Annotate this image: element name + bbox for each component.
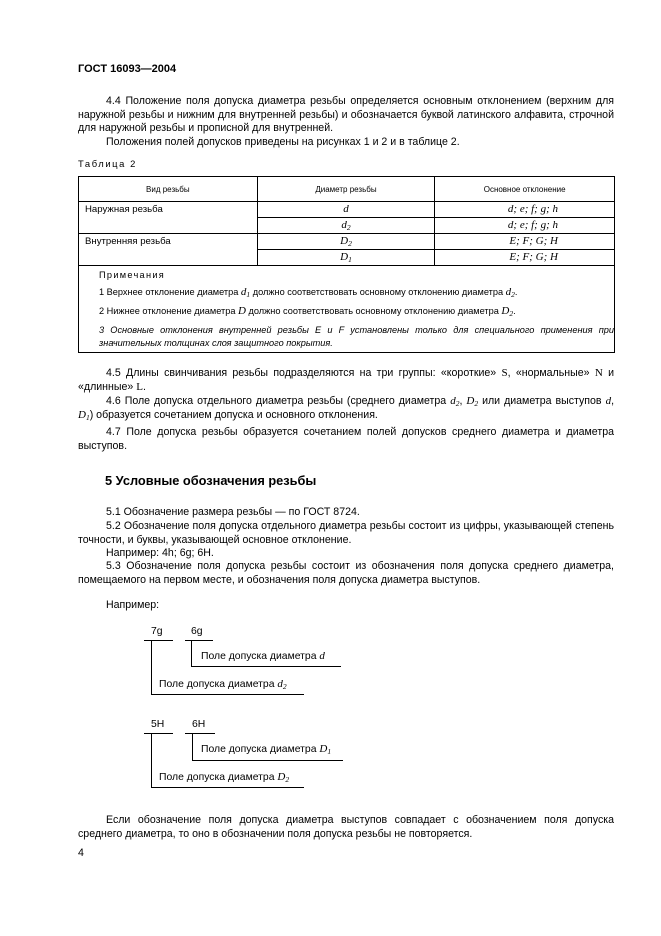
diagram1-label-top — [201, 650, 325, 664]
note-1-var-a-base: d — [240, 286, 247, 298]
note-2-var-b-base: D — [501, 305, 510, 317]
table-notes — [79, 266, 615, 353]
var-d: d — [605, 395, 612, 407]
diagram1-left-underline — [144, 640, 173, 641]
diagram2-label-bottom-text: Поле допуска диаметра — [159, 772, 278, 783]
note-1-var-b — [506, 286, 515, 298]
note-1: 1 Верхнее отклонение диаметра $d_1$ должно соответствовать основному отклонению диаметра $d_2$. — [99, 286, 518, 299]
diagram1-right-code: 6g — [191, 626, 203, 637]
var-D2-sub: 2 — [474, 399, 479, 408]
paragraph-4-5-b: , «нормальные» — [507, 367, 595, 379]
paragraph-5-3: 5.3 Обозначение поля допуска резьбы состоит из обозначения поля допуска среднего диаметра, помещаемого на первом месте, и обозначения поля допуска диаметра выступов. — [78, 560, 614, 586]
cell-deviation: E; F; G; H — [435, 234, 615, 250]
note-2-var-b-sub: 2 — [509, 309, 514, 318]
header-thread-diameter: Диаметр резьбы — [257, 177, 435, 202]
diagram2-label-bottom-var — [277, 771, 289, 783]
var-D2 — [466, 395, 478, 407]
paragraph-5-2: 5.2 Обозначение поля допуска отдельного диаметра резьбы состоит из цифры, указывающей степень точности, и буквы, указывающей основное отклонение. — [78, 520, 614, 546]
diagram2-left-code: 5H — [151, 719, 165, 730]
var-d2-sub: 2 — [455, 399, 460, 408]
table-row — [79, 234, 615, 250]
diameter-D1-base: D — [340, 251, 349, 263]
diagram2-left-leader — [151, 733, 152, 788]
diagram1-top-rule — [191, 666, 341, 667]
table-header-row — [79, 177, 615, 202]
diagram1-label-bottom — [159, 678, 287, 692]
diagram2-right-code: 6H — [192, 719, 206, 730]
note-1-var-a — [241, 286, 250, 298]
var-D1-base: D — [78, 408, 86, 421]
diagram2-top-rule — [192, 760, 343, 761]
diameter-D2-sub: 2 — [348, 239, 352, 248]
diagram2-top-var-sub: 1 — [327, 747, 332, 756]
cell-deviation: d; e; f; g; h — [435, 218, 615, 234]
diagram2-top-var-base: D — [319, 743, 328, 755]
diagram1-right-leader — [191, 640, 192, 667]
diagram1-right-underline — [185, 640, 213, 641]
diagram2-label-bottom — [159, 771, 289, 785]
cell-deviation: d; e; f; g; h — [435, 202, 615, 218]
note-1-var-b-base: d — [505, 286, 512, 298]
note-2: 2 Нижнее отклонение диаметра D должно соответствовать основному отклонению диаметра $D_2$. — [99, 305, 516, 318]
length-N: N — [594, 367, 603, 379]
paragraph-4-5-a: 4.5 Длины свинчивания резьбы подразделяются на три группы: «короткие» — [106, 367, 502, 379]
final-paragraph: Если обозначение поля допуска диаметра выступов совпадает с обозначением поля допуска среднего диаметра, то оно в обозначении поля допуска резьбы не повторяется. — [78, 814, 614, 840]
table-row — [79, 202, 615, 218]
diagram2-label-top-var — [319, 743, 331, 755]
diagram2-bottom-var-sub: 2 — [285, 775, 290, 784]
diagram2-right-underline — [185, 733, 215, 734]
diameter-d: d — [343, 203, 349, 215]
diagram2-left-underline — [144, 733, 173, 734]
section-title: 5 Условные обозначения резьбы — [105, 473, 317, 488]
diagram1-left-code: 7g — [151, 626, 163, 637]
diagram2-label-top-text: Поле допуска диаметра — [201, 744, 320, 755]
var-d2 — [450, 395, 459, 407]
cell-diameter-D2 — [257, 234, 435, 250]
diagram1-label-bottom-text: Поле допуска диаметра — [159, 679, 278, 690]
diameter-D1-sub: 1 — [348, 255, 352, 264]
paragraph-4-4-text: 4.4 Положение поля допуска диаметра резьбы определяется основным отклонением (верхним для наружной резьбы и нижним для внутренней резьбы) и обозначается буквой латинского алфавита, строчной для наружной резьбы и прописной для внутренней. — [78, 95, 614, 135]
notes-title: Примечания — [99, 270, 166, 280]
diagram1-label-bottom-var — [277, 678, 286, 690]
example-2: Например: — [106, 599, 160, 611]
paragraph-4-5-c: и «длинные» — [78, 367, 614, 393]
note-1-text-b: должно соответствовать основному отклонению диаметра — [250, 287, 506, 297]
note-1-var-b-sub: 2 — [511, 290, 515, 299]
diagram1-bottom-rule — [151, 694, 304, 695]
length-L: L — [136, 380, 143, 393]
cell-diameter-d2 — [257, 218, 435, 234]
note-1-text-a: 1 Верхнее отклонение диаметра — [99, 287, 241, 297]
diagram1-label-top-text: Поле допуска диаметра — [201, 651, 320, 662]
tolerance-table — [78, 176, 615, 353]
diagram1-var-sub: 2 — [282, 682, 287, 691]
header-basic-deviation: Основное отклонение — [435, 177, 615, 202]
var-D1 — [78, 409, 90, 421]
paragraph-4-4 — [78, 95, 614, 136]
diagram2-label-top — [201, 743, 331, 757]
paragraph-4-6: 4.6 Поле допуска отдельного диаметра резьбы (среднего диаметра $d_2$, $D_2$ или диаметра выступов d, $D_1$) образуется сочетанием допуска и основного отклонения. — [78, 395, 615, 422]
example-1: Например: 4h; 6g; 6H. — [106, 547, 214, 559]
table-caption: Таблица 2 — [78, 158, 137, 169]
diagram1-label-top-var: d — [319, 650, 325, 662]
paragraph-4-4-b: Положения полей допусков приведены на рисунках 1 и 2 и в таблице 2. — [106, 136, 460, 148]
diagram2-bottom-rule — [151, 787, 304, 788]
diagram1-left-leader — [151, 640, 152, 695]
note-2-text-a: 2 Нижнее отклонение диаметра — [99, 306, 238, 316]
note-2-var-b — [501, 305, 513, 317]
length-S: S — [501, 367, 508, 379]
paragraph-4-7: 4.7 Поле допуска резьбы образуется сочетанием полей допусков среднего диаметра и диаметра выступов. — [78, 426, 614, 452]
paragraph-4-6-b: или диаметра выступов — [478, 395, 606, 407]
note-2-var-a: D — [238, 305, 246, 317]
note-3: 3 Основные отклонения внутренней резьбы E и F установлены только для специального применения при значительных толщинах слоя защитного покрытия. — [99, 325, 614, 348]
table-notes-row — [79, 266, 615, 353]
var-d2-base: d — [450, 395, 456, 407]
paragraph-4-6-c: ) образуется сочетанием допуска и основного отклонения. — [89, 408, 378, 421]
var-D1-sub: 1 — [85, 412, 90, 422]
diameter-d2-sub: 2 — [346, 223, 351, 232]
diagram1-var-base: d — [277, 678, 283, 690]
diameter-d2-base: d — [341, 219, 347, 231]
cell-internal-thread: Внутренняя резьба — [79, 234, 258, 266]
cell-deviation: E; F; G; H — [435, 250, 615, 266]
note-2-text-b: должно соответствовать основному отклонению диаметра — [245, 306, 502, 316]
diagram2-bottom-var-base: D — [277, 771, 286, 783]
diameter-D2-base: D — [340, 235, 349, 247]
document-header: ГОСТ 16093—2004 — [78, 63, 177, 75]
paragraph-4-5: 4.5 Длины свинчивания резьбы подразделяются на три группы: «короткие» S, «нормальные» N и «длинные» L. — [78, 367, 614, 393]
page-number: 4 — [78, 847, 84, 859]
cell-diameter-d — [257, 202, 435, 218]
diagram2-right-leader — [192, 733, 193, 761]
cell-diameter-D1 — [257, 250, 435, 266]
note-1-var-a-sub: 1 — [246, 290, 251, 299]
header-thread-type: Вид резьбы — [79, 177, 258, 202]
paragraph-4-6-a: 4.6 Поле допуска отдельного диаметра резьбы (среднего диаметра — [106, 395, 451, 407]
paragraph-5-1: 5.1 Обозначение размера резьбы — по ГОСТ 8724. — [106, 506, 360, 518]
cell-external-thread: Наружная резьба — [79, 202, 258, 234]
var-D2-base: D — [466, 395, 475, 407]
